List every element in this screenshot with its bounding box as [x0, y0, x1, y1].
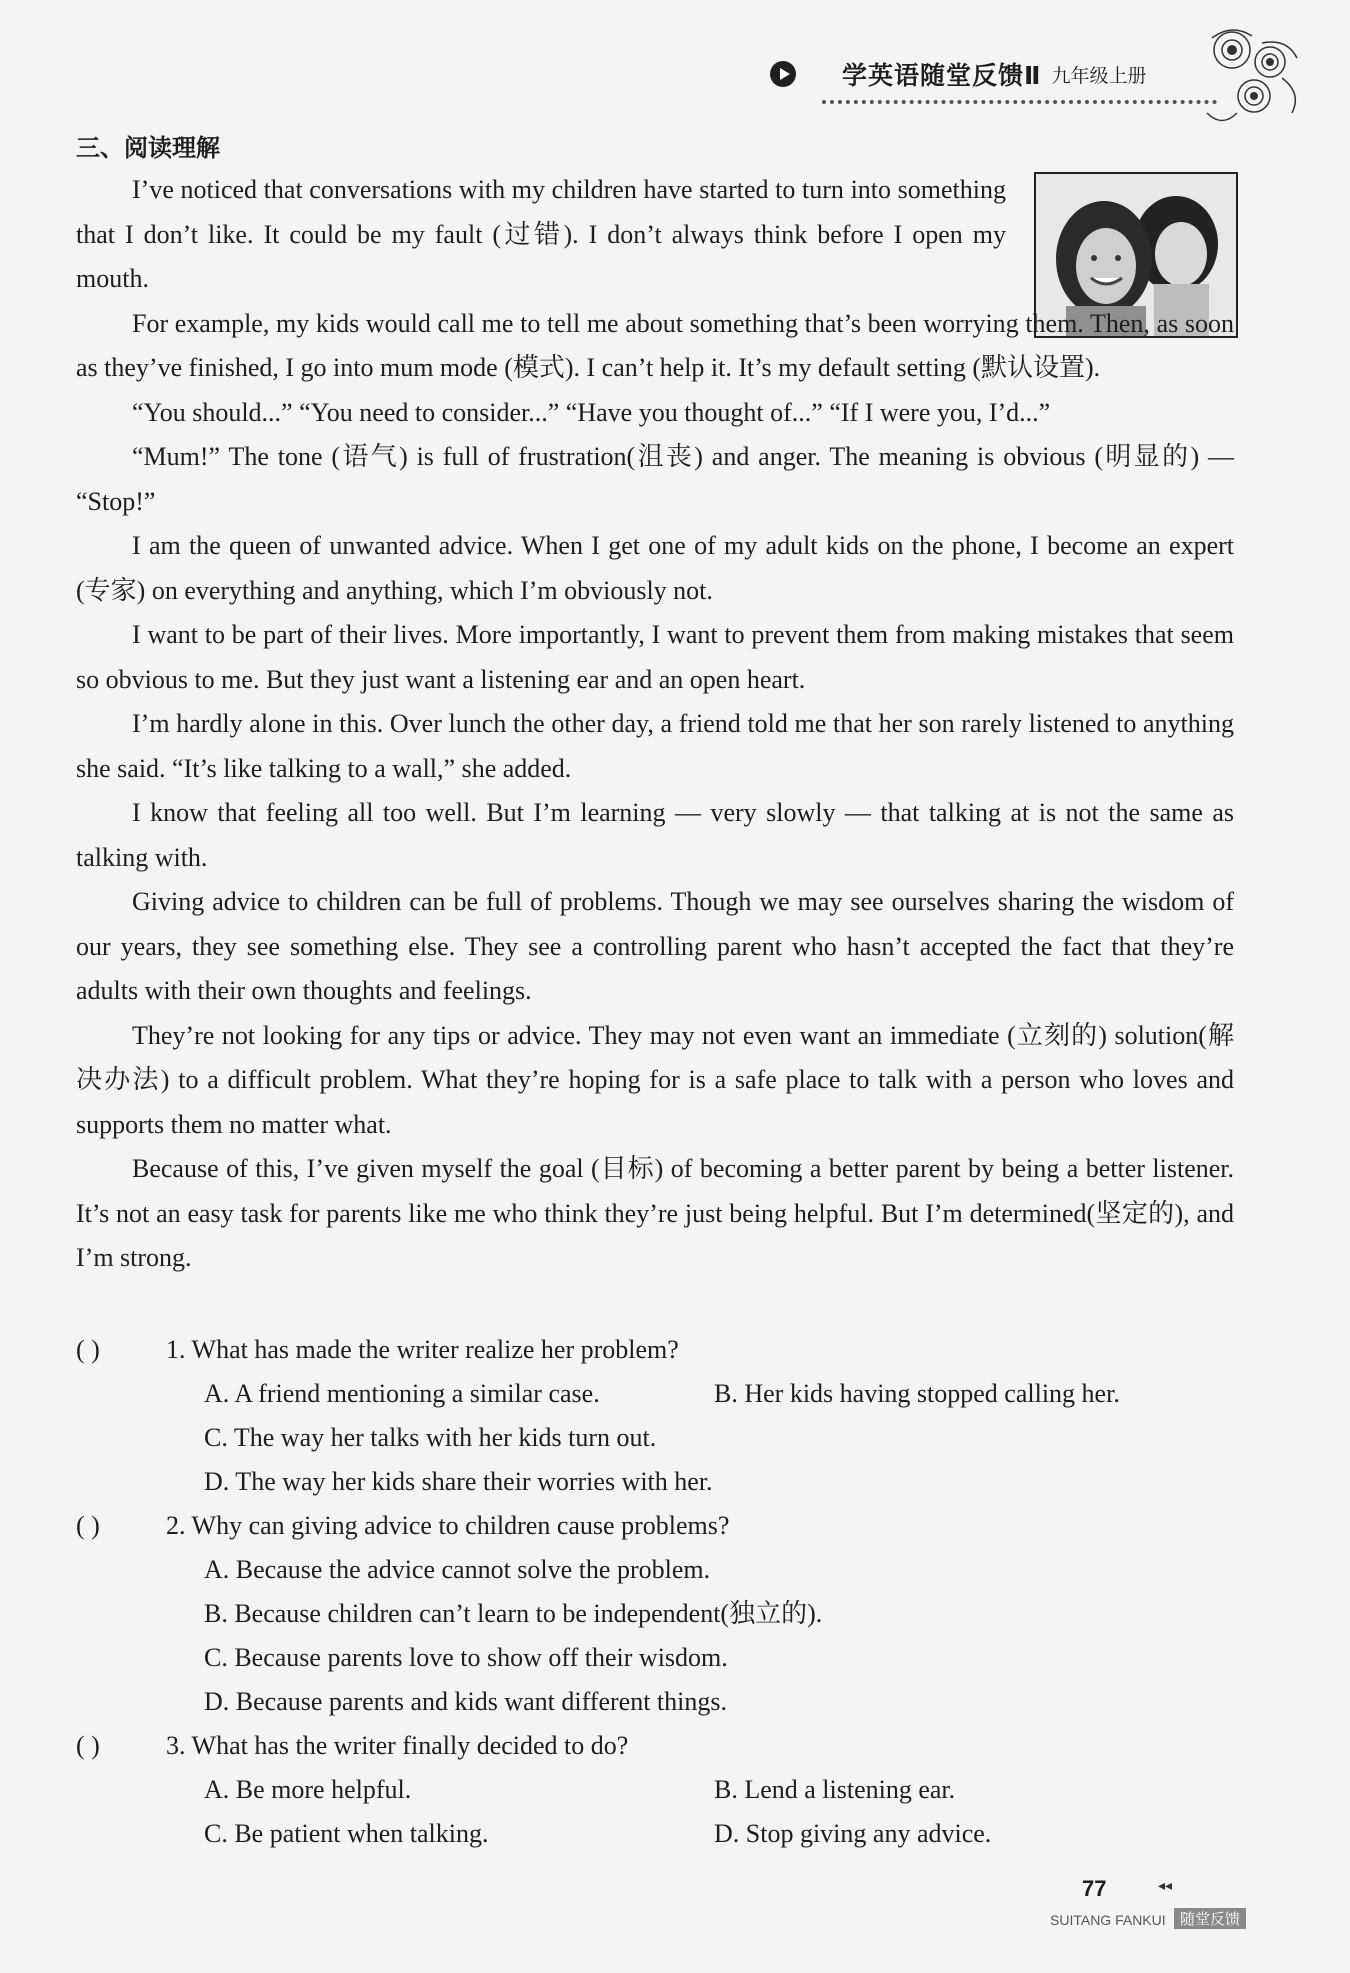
option-1d: D. The way her kids share their worries with her. [204, 1467, 713, 1496]
question-2 [76, 1504, 1236, 1548]
paragraph-3: “You should...” “You need to consider...” “Have you thought of...” “If I were you, I’d...” [132, 397, 1051, 427]
question-1 [76, 1328, 1236, 1372]
paragraph-11: Because of this, I’ve given myself the goal (目标) of becoming a better parent by being a better listener. It’s not an easy task for parents like me who think they’re just being helpful. But I’m determined(坚定的), and I’m strong. [76, 1154, 1234, 1272]
book-title: 学英语随堂反馈Ⅱ [842, 61, 1042, 90]
section-title: 三、阅读理解 [76, 134, 220, 162]
option-1c: C. The way her talks with her kids turn out. [204, 1423, 657, 1452]
question-stem: 1. What has made the writer realize her problem? [166, 1335, 679, 1364]
paragraph-8: I know that feeling all too well. But I’m learning — very slowly — that talking at is not the same as talking with. [76, 798, 1234, 872]
page-number: 77 [1082, 1876, 1107, 1901]
paragraph-2 [76, 302, 1234, 391]
play-icon [770, 61, 796, 87]
paragraph-10: They’re not looking for any tips or advice. They may not even want an immediate (立刻的) solution(解决办法) to a difficult problem. What they’re hoping for is a safe place to talk with a person who loves and supports them no matter what. [76, 1020, 1234, 1139]
footer-brand-cn: 随堂反馈 [1174, 1908, 1246, 1929]
paragraph-5: I am the queen of unwanted advice. When I get one of my adult kids on the phone, I become an expert (专家) on everything and anything, which I’m obviously not. [76, 531, 1234, 605]
paragraph-1: I’ve noticed that conversations with my children have started to turn into something that I don’t like. It could be my fault (过错). I don’t always think before I open my mouth. [76, 175, 1006, 293]
option-2c: C. Because parents love to show off their wisdom. [204, 1643, 728, 1672]
book-subtitle: 九年级上册 [1051, 64, 1147, 87]
option-1b: B. Her kids having stopped calling her. [714, 1379, 1120, 1408]
option-2a: A. Because the advice cannot solve the problem. [204, 1555, 711, 1584]
paragraph-9: Giving advice to children can be full of problems. Though we may see ourselves sharing the wisdom of our years, they see something else. They see a controlling parent who hasn’t accepted the fact that they’re adults with their own thoughts and feelings. [76, 887, 1234, 1005]
header-dotted-rule [822, 100, 1217, 104]
paragraph-6: I want to be part of their lives. More importantly, I want to prevent them from making mistakes that seem so obvious to me. But they just want a listening ear and an open heart. [76, 620, 1234, 694]
option-2b: B. Because children can’t learn to be independent(独立的). [204, 1599, 823, 1628]
option-3b: B. Lend a listening ear. [714, 1775, 956, 1804]
passage [76, 168, 1234, 1281]
option-3c: C. Be patient when talking. [204, 1819, 489, 1848]
option-3d: D. Stop giving any advice. [714, 1819, 992, 1848]
question-stem: 2. Why can giving advice to children cause problems? [166, 1511, 730, 1540]
flower-decoration-icon [1192, 18, 1312, 138]
question-3 [76, 1724, 1236, 1768]
option-1a: A. A friend mentioning a similar case. [204, 1379, 600, 1408]
option-2d: D. Because parents and kids want different things. [204, 1687, 727, 1716]
answer-blank[interactable]: ( ) [76, 1511, 100, 1540]
answer-blank[interactable]: ( ) [76, 1731, 100, 1760]
footer-brand-en: SUITANG FANKUI [1050, 1912, 1166, 1928]
option-3a: A. Be more helpful. [204, 1775, 412, 1804]
back-arrows-icon: ◂◂ [1158, 1879, 1173, 1894]
paragraph-7: I’m hardly alone in this. Over lunch the other day, a friend told me that her son rarely listened to anything she said. “It’s like talking to a wall,” she added. [76, 709, 1234, 783]
header [770, 56, 1146, 92]
question-stem: 3. What has the writer finally decided to do? [166, 1731, 629, 1760]
answer-blank[interactable]: ( ) [76, 1335, 100, 1364]
paragraph-4: “Mum!” The tone (语气) is full of frustration(沮丧) and anger. The meaning is obvious (明显的) — “Stop!” [76, 442, 1234, 516]
paragraph-2-text: For example, my kids would call me to tell me about something that’s been worrying them. Then, as soon as they’ve finished, I go into mum mode (模式). I can’t help it. It’s my default setting (默认设置). [76, 308, 1234, 382]
